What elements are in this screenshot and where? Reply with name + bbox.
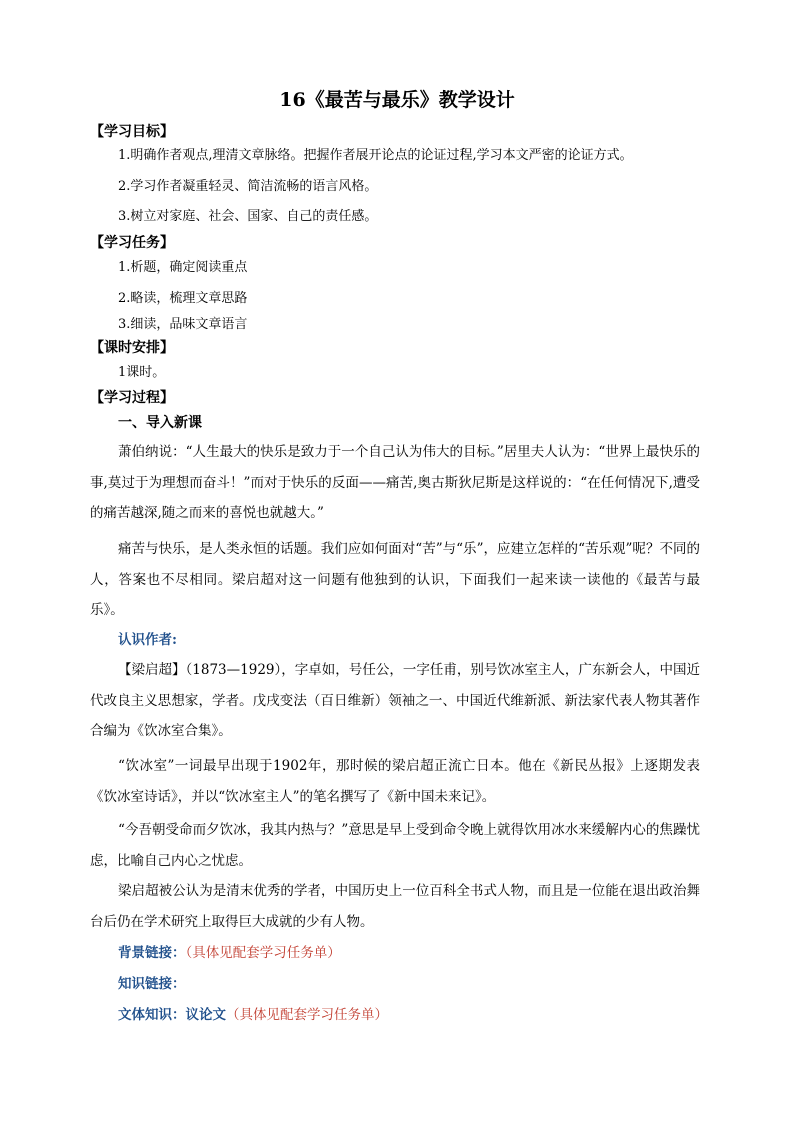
schedule-item: 1课时。 xyxy=(118,365,166,380)
yinbingshi-paragraph: “饮冰室”一词最早出现于1902年，那时候的梁启超正流亡日本。他在《新民丛报》上逐期发表《饮冰室诗话》，并以“饮冰室主人”的笔名撰写了《新中国未来记》。 xyxy=(90,758,700,805)
author-paragraph: 【梁启超】（1873—1929），字卓如，号任公，一字任甫，别号饮冰室主人，广东新会人，中国近代改良主义思想家，学者。戊戌变法（百日维新）领袖之一、中国近代维新派、新法家代表人物其著作合编为《饮冰室合集》。 xyxy=(90,662,700,739)
goal-item: 1.明确作者观点,理清文章脉络。把握作者展开论点的论证过程,学习本文严密的论证方式。 xyxy=(118,148,633,163)
background-label: 背景链接： xyxy=(118,945,186,961)
task-item: 2.略读，梳理文章思路 xyxy=(118,291,248,306)
author-label: 认识作者: xyxy=(118,632,177,648)
style-value: 议论文 xyxy=(185,1007,226,1023)
task-item: 3.细读，品味文章语言 xyxy=(118,317,248,332)
style-knowledge-row xyxy=(118,1006,388,1024)
topic-paragraph: 痛苦与快乐，是人类永恒的话题。我们应如何面对“苦”与“乐”，应建立怎样的“苦乐观”呢？不同的人，答案也不尽相同。梁启超对这一问题有他独到的认识，下面我们一起来读一读他的《最苦与最乐》。 xyxy=(90,541,700,618)
section-intro-heading: 一、导入新课 xyxy=(118,415,202,431)
background-note: （具体见配套学习任务单） xyxy=(185,945,341,961)
page-title: 16《最苦与最乐》教学设计 xyxy=(279,89,515,111)
process-heading: 【学习过程】 xyxy=(90,390,174,406)
style-label: 文体知识： xyxy=(118,1007,186,1023)
goal-item: 2.学习作者凝重轻灵、简洁流畅的语言风格。 xyxy=(118,179,378,194)
schedule-heading: 【课时安排】 xyxy=(90,340,174,356)
tasks-heading: 【学习任务】 xyxy=(90,235,174,251)
intro-paragraph: 萧伯纳说：“人生最大的快乐是致力于一个自己认为伟大的目标。”居里夫人认为：“世界上最快乐的事,莫过于为理想而奋斗！”而对于快乐的反面——痛苦,奥古斯狄尼斯是这样说的：“在任何情况下,遭受的痛苦越深,随之而来的喜悦也就越大。” xyxy=(90,444,700,521)
quote-paragraph: “今吾朝受命而夕饮冰，我其内热与？”意思是早上受到命令晚上就得饮用冰水来缓解内心的焦躁忧虑，比喻自己内心之忧虑。 xyxy=(90,822,700,869)
goal-item: 3.树立对家庭、社会、国家、自己的责任感。 xyxy=(118,209,378,224)
knowledge-label: 知识链接： xyxy=(118,976,186,992)
style-note: （具体见配套学习任务单） xyxy=(226,1007,388,1023)
evaluation-paragraph: 梁启超被公认为是清末优秀的学者，中国历史上一位百科全书式人物，而且是一位能在退出政治舞台后仍在学术研究上取得巨大成就的少有人物。 xyxy=(90,883,700,930)
task-item: 1.析题，确定阅读重点 xyxy=(118,260,248,275)
goals-heading: 【学习目标】 xyxy=(90,124,174,140)
background-link-row xyxy=(118,944,341,962)
